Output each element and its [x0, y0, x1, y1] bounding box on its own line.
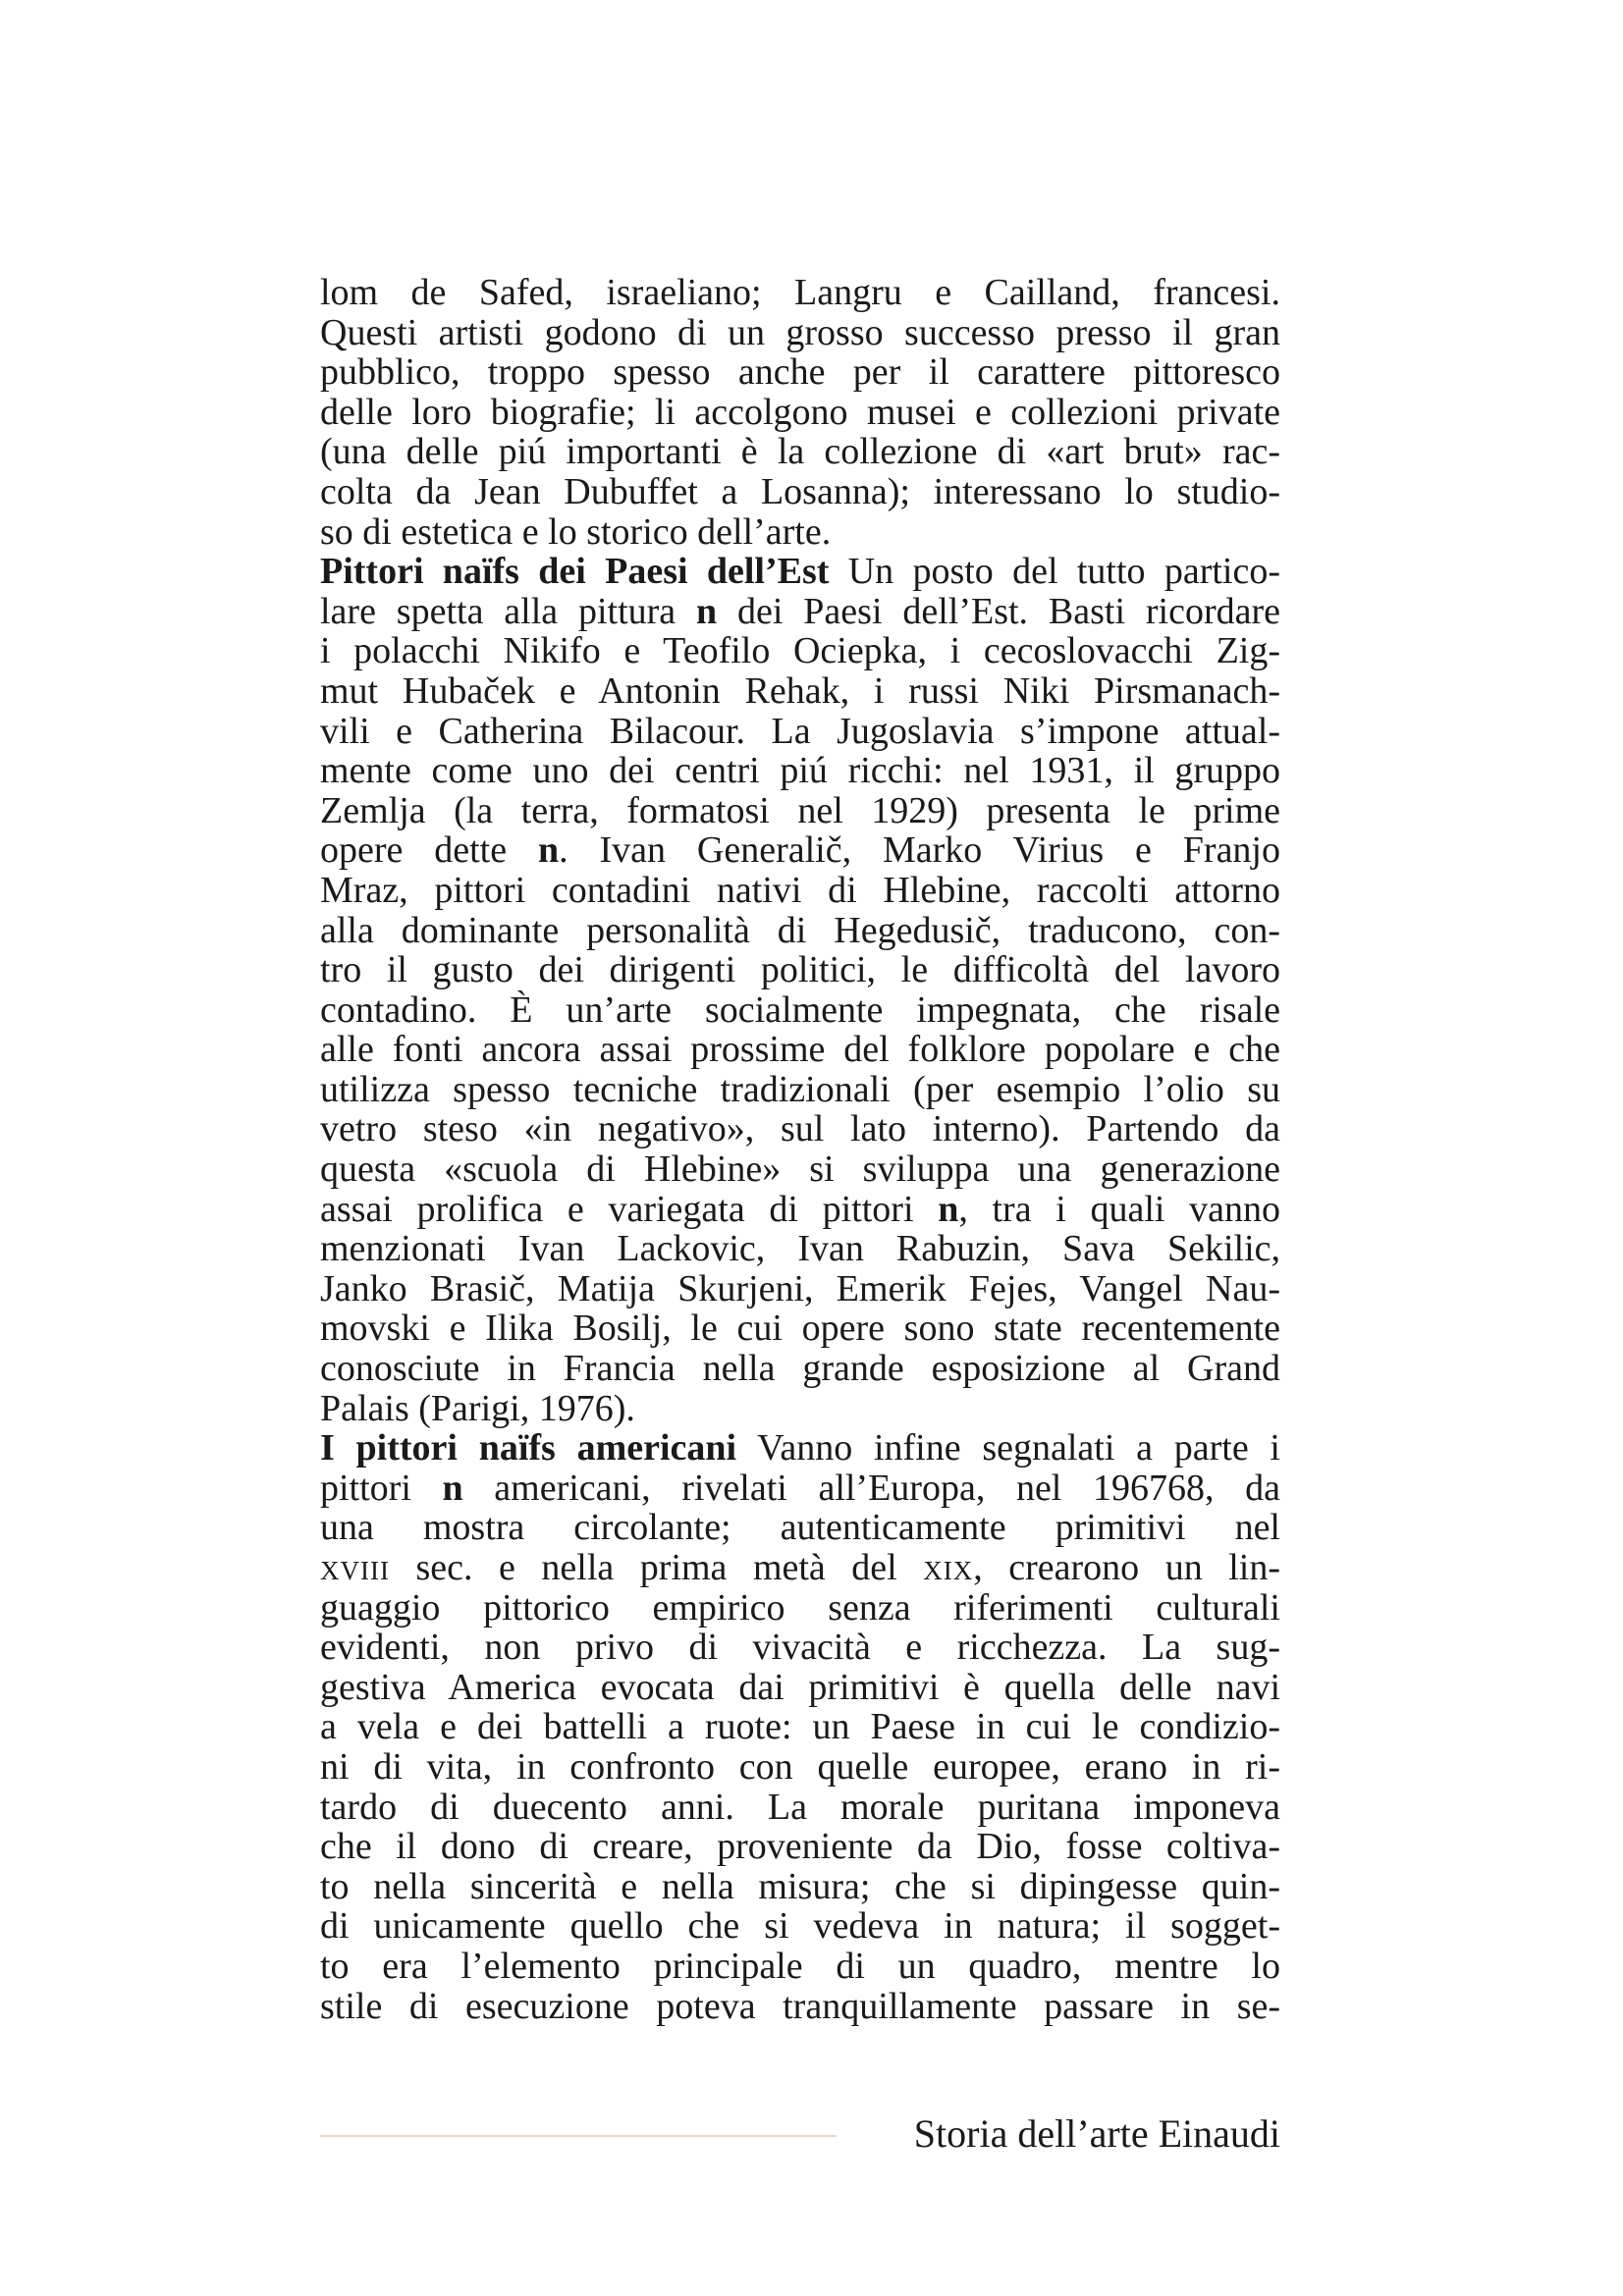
text-line: contadino. È un’arte socialmente impegnata, che risale: [320, 989, 1280, 1031]
text-line: conosciute in Francia nella grande esposizione al Grand: [320, 1349, 1280, 1389]
roman-numeral-century: xix: [923, 1548, 974, 1588]
text-line: stile di esecuzione poteva tranquillamente passare in se-: [320, 1986, 1280, 2027]
text-line: menzionati Ivan Lackovic, Ivan Rabuzin, Sava Sekilic,: [320, 1229, 1280, 1269]
text-line: so di estetica e lo storico dell’arte.: [320, 511, 832, 553]
text-line: tardo di duecento anni. La morale puritana imponeva: [320, 1787, 1280, 1828]
text-line: questa «scuola di Hlebine» si sviluppa una generazione: [320, 1149, 1280, 1190]
text-line: Janko Brasič, Matija Skurjeni, Emerik Fejes, Vangel Nau-: [320, 1268, 1280, 1309]
section-heading-est: Pittori naïfs dei Paesi dell’Est: [320, 552, 830, 592]
text-line: pubblico, troppo spesso anche per il carattere pittoresco: [320, 352, 1280, 393]
abbreviation-n: n: [696, 591, 718, 632]
text-fragment: pittori: [320, 1468, 443, 1509]
roman-numeral-century: xviii: [320, 1548, 390, 1588]
abbreviation-n: n: [537, 830, 560, 871]
text-line: lom de Safed, israeliano; Langru e Cailland, francesi.: [320, 273, 1280, 313]
abbreviation-n: n: [442, 1468, 463, 1509]
body-text: [320, 273, 1280, 2026]
text-line: movski e Ilika Bosilj, le cui opere sono state recentemente: [320, 1308, 1280, 1350]
text-line: Mraz, pittori contadini nativi di Hlebine, raccolti attorno: [320, 870, 1280, 911]
text-fragment: . Ivan Generalič, Marko Virius e Franjo: [559, 830, 1280, 871]
text-line: tro il gusto dei dirigenti politici, le difficoltà del lavoro: [320, 950, 1280, 990]
text-line: utilizza spesso tecniche tradizionali (per esempio l’olio su: [320, 1069, 1280, 1110]
text-line: [320, 1548, 1280, 1588]
text-line: alle fonti ancora assai prossime del folklore popolare e che: [320, 1030, 1280, 1070]
page-footer: [320, 2107, 1280, 2165]
text-line: [320, 1468, 1280, 1509]
text-line: di unicamente quello che si vedeva in natura; il sogget-: [320, 1906, 1280, 1947]
text-fragment: , tra i quali vanno: [958, 1189, 1280, 1230]
text-fragment: dei Paesi dell’Est. Basti ricordare: [717, 591, 1280, 632]
text-line: alla dominante personalità di Hegedusič, traducono, con-: [320, 910, 1280, 951]
text-line: una mostra circolante; autenticamente primitivi nel: [320, 1508, 1280, 1548]
text-line: delle loro biografie; li accolgono musei e collezioni private: [320, 392, 1280, 433]
section-am-first-line: [320, 1428, 1280, 1468]
text-line: (una delle piú importanti è la collezione di «art brut» rac-: [320, 432, 1280, 472]
footer-title: Storia dell’arte Einaudi: [913, 2111, 1280, 2156]
text-line: [320, 1190, 1280, 1230]
text-fragment: lare spetta alla pittura: [320, 591, 697, 632]
text-fragment: sec. e nella prima metà del: [389, 1548, 924, 1588]
text-fragment: , crearono un lin-: [973, 1548, 1280, 1588]
text-line: guaggio pittorico empirico senza riferimenti culturali: [320, 1587, 1280, 1629]
text-line: Palais (Parigi, 1976).: [320, 1388, 635, 1429]
text-line: i polacchi Nikifo e Teofilo Ociepka, i cecoslovacchi Zig-: [320, 631, 1280, 671]
text-line: [320, 830, 1280, 871]
abbreviation-n: n: [938, 1189, 959, 1230]
text-line: che il dono di creare, proveniente da Dio, fosse coltiva-: [320, 1827, 1280, 1867]
text-line: mut Hubaček e Antonin Rehak, i russi Niki Pirsmanach-: [320, 670, 1280, 712]
text-line: gestiva America evocata dai primitivi è quella delle navi: [320, 1667, 1280, 1708]
text-line: vili e Catherina Bilacour. La Jugoslavia s’impone attual-: [320, 711, 1280, 752]
section-heading-americani: I pittori naïfs americani: [320, 1428, 737, 1468]
text-fragment: assai prolifica e variegata di pittori: [320, 1189, 939, 1230]
text-fragment: americani, rivelati all’Europa, nel 196768, da: [462, 1468, 1280, 1509]
text-fragment: Vanno infine segnalati a parte i: [736, 1428, 1280, 1468]
text-line: mente come uno dei centri piú ricchi: nel 1931, il gruppo: [320, 751, 1280, 791]
text-fragment: opere dette: [320, 830, 538, 871]
text-line: to era l’elemento principale di un quadro, mentre lo: [320, 1946, 1280, 1987]
text-line: colta da Jean Dubuffet a Losanna); interessano lo studio-: [320, 471, 1280, 512]
text-line: ni di vita, in confronto con quelle europee, erano in ri-: [320, 1746, 1280, 1788]
text-line: Questi artisti godono di un grosso successo presso il gran: [320, 312, 1280, 353]
text-line: Zemlja (la terra, formatosi nel 1929) presenta le prime: [320, 790, 1280, 831]
text-line: vetro steso «in negativo», sul lato interno). Partendo da: [320, 1109, 1280, 1150]
text-line: [320, 592, 1280, 632]
text-line: a vela e dei battelli a ruote: un Paese in cui le condizio-: [320, 1707, 1280, 1747]
section-est-first-line: [320, 552, 1280, 592]
footer-rule: [320, 2135, 837, 2137]
text-fragment: Un posto del tutto partico-: [829, 552, 1280, 592]
text-line: evidenti, non privo di vivacità e ricchezza. La sug-: [320, 1628, 1280, 1668]
text-line: to nella sincerità e nella misura; che si dipingesse quin-: [320, 1866, 1280, 1907]
